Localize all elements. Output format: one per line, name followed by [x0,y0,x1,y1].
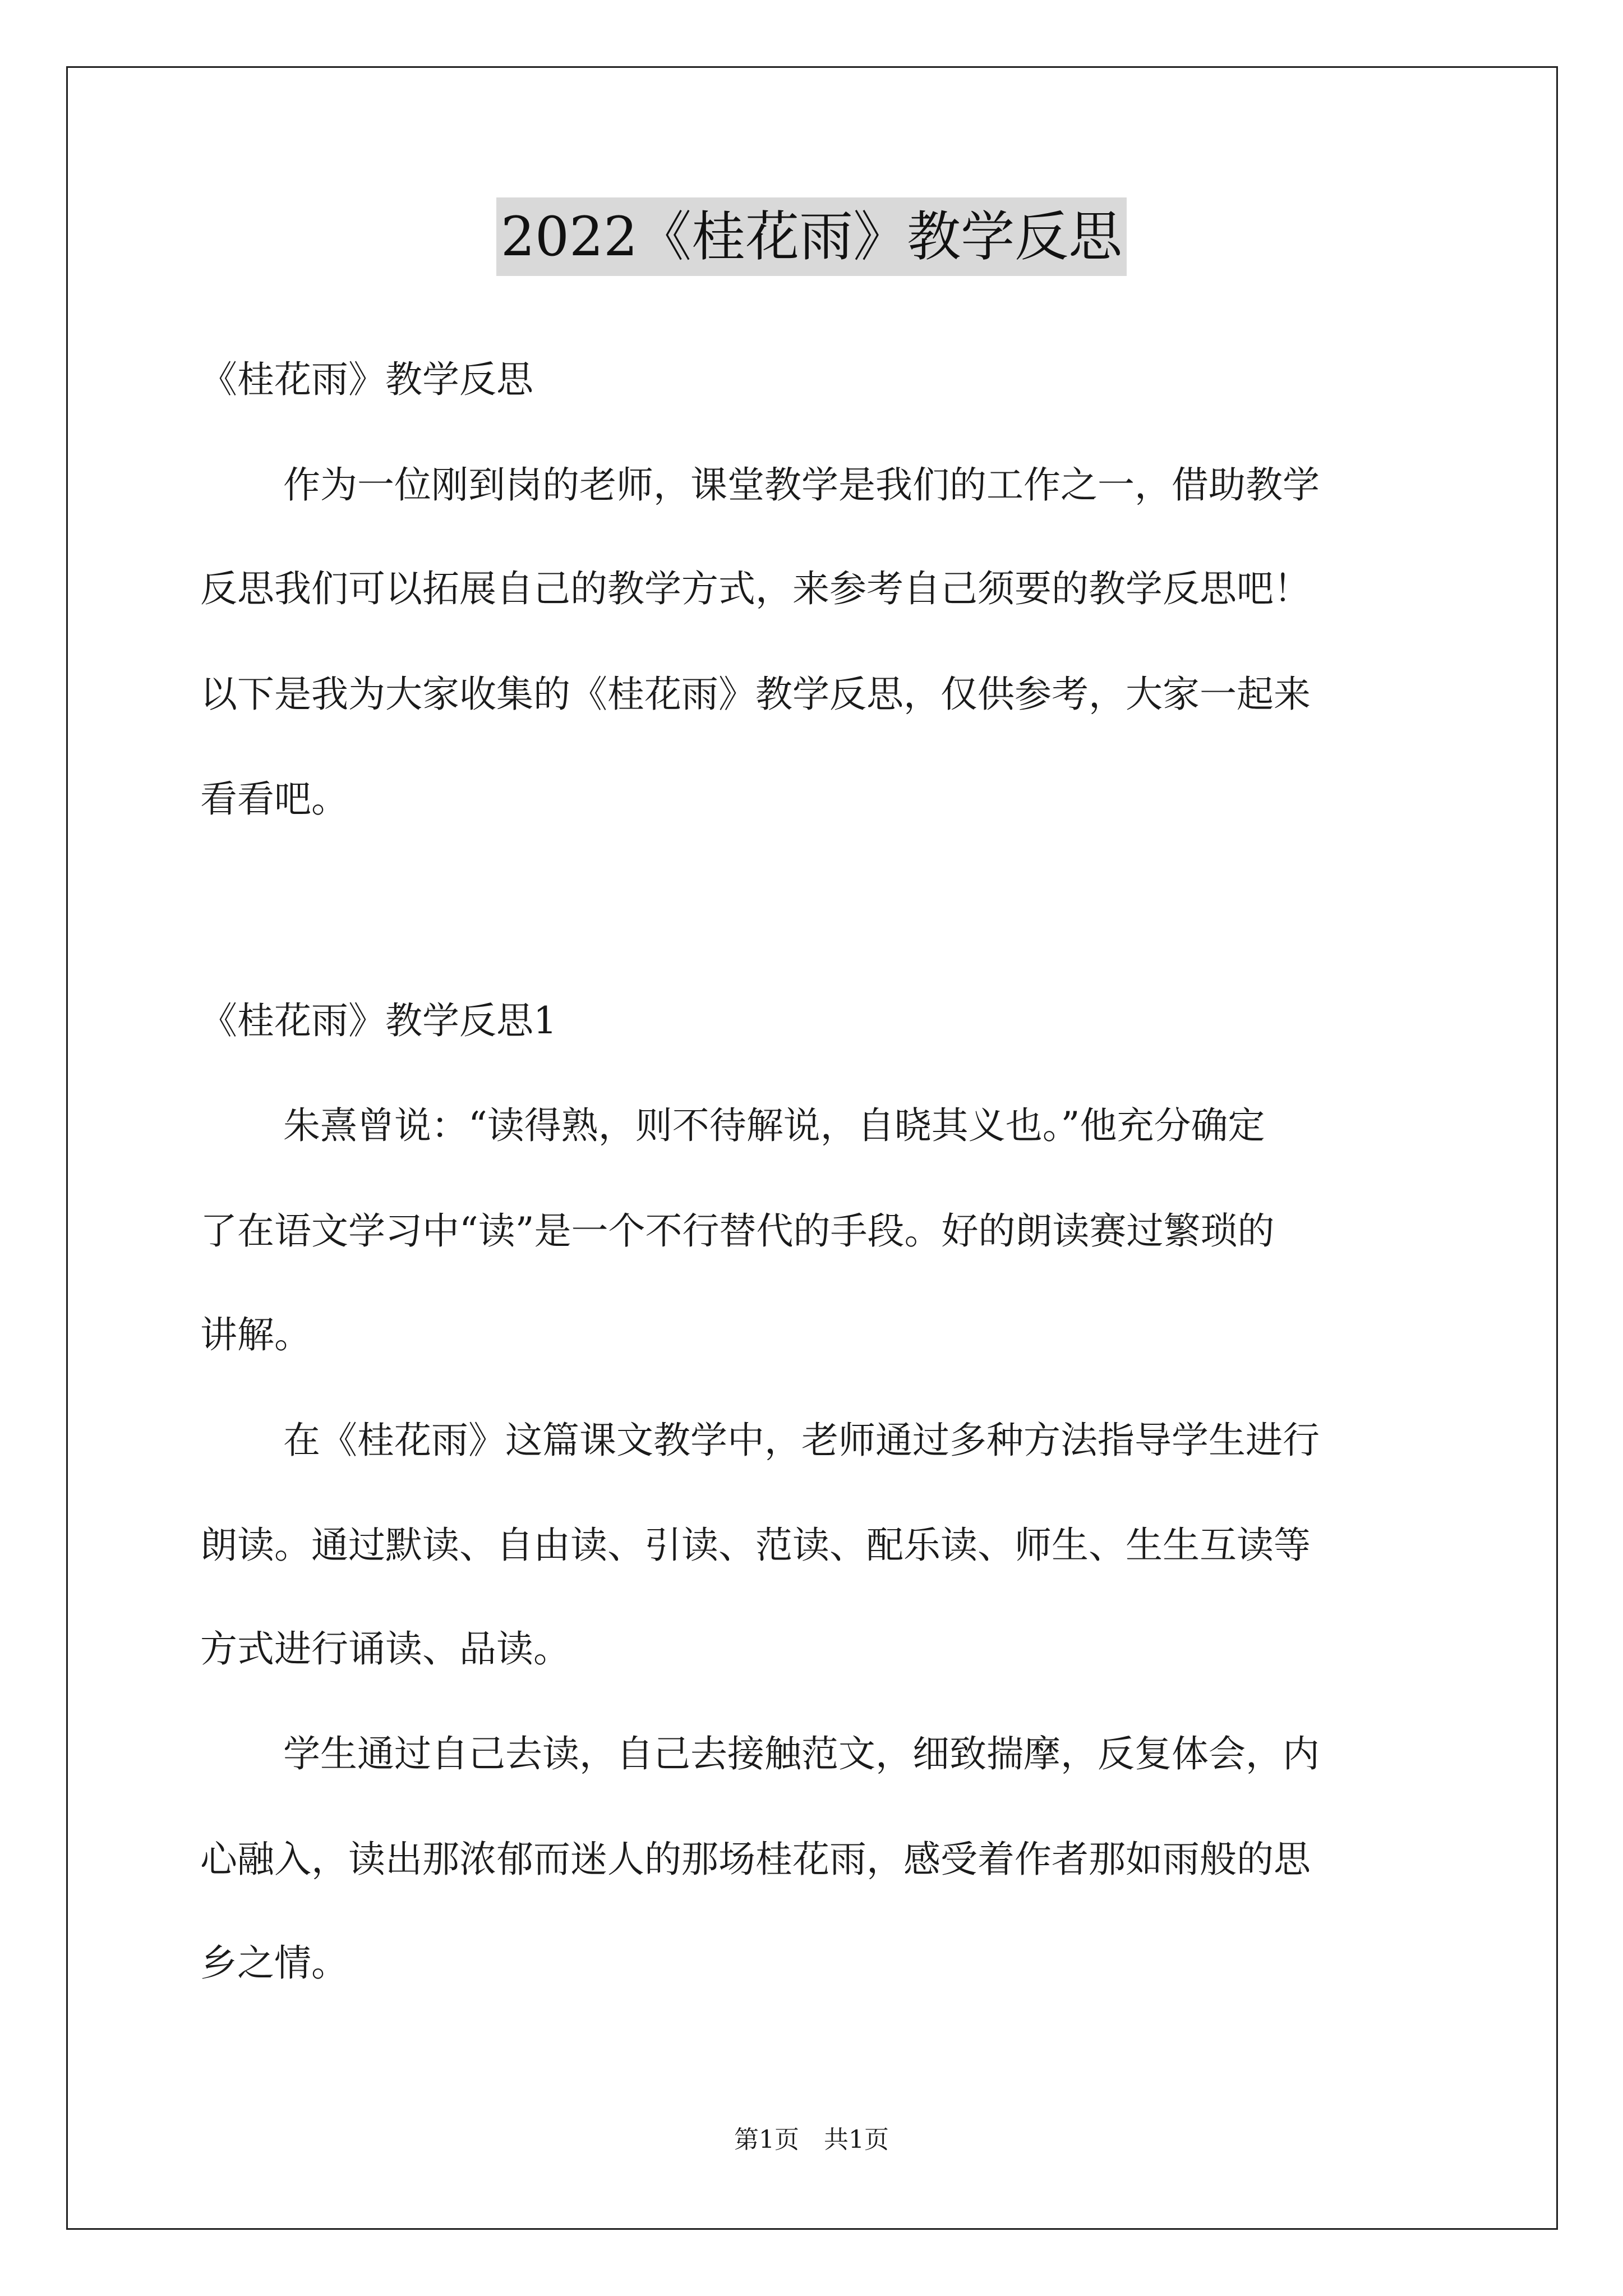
paragraph-line: 讲解。 [200,1313,311,1356]
paragraph-line: 学生通过自己去读，自己去接触范文，细致揣摩，反复体会，内 [283,1732,1320,1775]
paragraph-line: 朱熹曾说：“读得熟，则不待解说，自晓其义也。”他充分确定 [283,1104,1265,1147]
document-title-block [0,197,1623,276]
paragraph-line: 朗读。通过默读、自由读、引读、范读、配乐读、师生、生生互读等 [200,1524,1311,1567]
page-footer: 第1页 共1页 [734,2125,889,2154]
paragraph-line: 在《桂花雨》这篇课文教学中，老师通过多种方法指导学生进行 [283,1419,1320,1462]
intro-line: 看看吧。 [200,777,348,821]
paragraph-line: 了在语文学习中“读”是一个不行替代的手段。好的朗读赛过繁琐的 [200,1209,1275,1253]
document-title: 2022《桂花雨》教学反思 [496,197,1127,276]
section-heading: 《桂花雨》教学反思1 [200,999,557,1042]
subtitle: 《桂花雨》教学反思 [200,358,533,401]
intro-line: 以下是我为大家收集的《桂花雨》教学反思，仅供参考，大家一起来 [200,673,1311,716]
paragraph-line: 方式进行诵读、品读。 [200,1627,570,1671]
paragraph-line: 乡之情。 [200,1941,348,1985]
intro-line: 作为一位刚到岗的老师，课堂教学是我们的工作之一，借助教学 [283,463,1320,507]
paragraph-line: 心融入，读出那浓郁而迷人的那场桂花雨，感受着作者那如雨般的思 [200,1838,1311,1881]
intro-line: 反思我们可以拓展自己的教学方式，来参考自己须要的教学反思吧！ [200,567,1311,610]
